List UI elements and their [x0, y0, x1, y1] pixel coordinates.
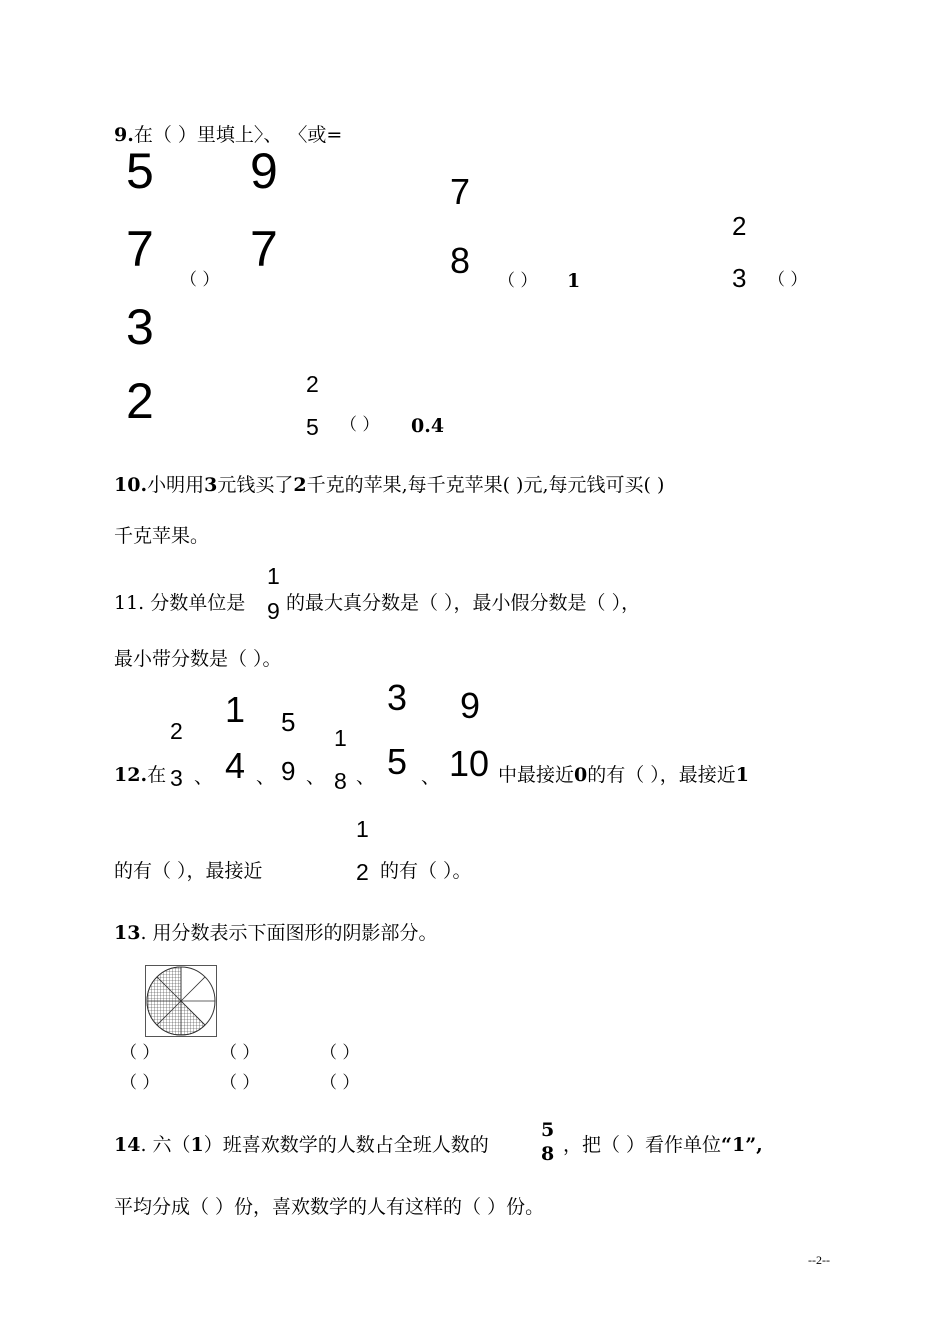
q12-frac4-den: 8	[334, 768, 347, 794]
q9-frac6-num: 2	[306, 371, 319, 397]
q12-frac5-den: 5	[387, 741, 408, 782]
q12-frac1-den: 3	[170, 765, 183, 791]
q12-sep4: 、	[356, 766, 376, 788]
q14-t3: ，把（ ）看作单位	[563, 1134, 722, 1156]
q10-num-2: 2	[293, 474, 307, 496]
q9-frac6-den: 5	[306, 414, 319, 440]
q12-half-den: 2	[356, 859, 369, 885]
q12-frac5-num: 3	[387, 677, 408, 718]
q9-frac1-den: 7	[126, 221, 154, 277]
q13-blank-r2-2[interactable]: （ ）	[220, 1073, 260, 1093]
q9-frac2-den: 7	[250, 221, 278, 277]
q12-prefix	[114, 766, 166, 785]
q13-blank-r1-2[interactable]: （ ）	[220, 1043, 260, 1063]
q14-frac-den: 8	[541, 1143, 555, 1165]
q12-frac6-den: 10	[449, 743, 490, 784]
q9-one: 1	[567, 270, 581, 292]
q9-frac3-num: 7	[450, 171, 471, 212]
q10-line2: 千克苹果。	[114, 525, 210, 547]
q9-blank2[interactable]: （ ）	[498, 271, 538, 291]
q9-frac5-num: 3	[126, 299, 154, 355]
q12-half-num: 1	[356, 816, 369, 842]
q9-blank3[interactable]: （ ）	[768, 270, 808, 290]
q11-frac-den: 9	[267, 598, 280, 624]
q14-line1a	[114, 1136, 489, 1155]
q12-frac3-num: 5	[281, 707, 296, 737]
q12-frac3-den: 9	[281, 756, 296, 786]
q13-blank-r1-1[interactable]: （ ）	[120, 1043, 160, 1063]
q11-prefix: 11. 分数单位是	[114, 592, 246, 614]
q13-blank-r2-3[interactable]: （ ）	[320, 1073, 360, 1093]
q12-line2b: 的有（ ）。	[380, 860, 472, 882]
q9-frac4-den: 3	[732, 263, 747, 293]
q12-sep5: 、	[421, 766, 441, 788]
q9-frac2-num: 9	[250, 143, 278, 199]
q12-zero: 0	[574, 764, 588, 786]
q12-one: 1	[735, 764, 750, 786]
q12-zai: 在	[147, 764, 167, 786]
q12-tail	[498, 766, 749, 785]
q10-number: 10.	[114, 474, 148, 496]
q12-line2a: 的有（ ），最接近	[114, 860, 263, 882]
shaded-circle-figure	[145, 965, 217, 1037]
q9-blank4[interactable]: （ ）	[340, 415, 380, 435]
q9-decimal: 0.4	[411, 415, 445, 437]
q13-blank-r1-3[interactable]: （ ）	[320, 1043, 360, 1063]
q10-line1	[114, 476, 664, 495]
q14-line2: 平均分成（ ）份，喜欢数学的人有这样的（ ）份。	[114, 1196, 545, 1218]
q9-text: 在（ ）里填上〉、 〈或=	[133, 124, 343, 146]
q10-num-3: 3	[204, 474, 218, 496]
q14-number: 14	[114, 1134, 141, 1156]
q14-frac-num: 5	[541, 1119, 555, 1141]
q13-header	[114, 924, 438, 943]
q11-frac-num: 1	[267, 563, 280, 589]
q12-frac1-num: 2	[170, 718, 183, 744]
q9-frac1-num: 5	[126, 143, 154, 199]
q13-blank-r2-1[interactable]: （ ）	[120, 1073, 160, 1093]
q12-number: 12.	[114, 764, 148, 786]
q12-tail2: 的有（ ），最接近	[587, 764, 736, 786]
q12-frac6-num: 9	[460, 685, 481, 726]
q12-tail1: 中最接近	[498, 764, 575, 786]
q9-number: 9.	[114, 124, 134, 146]
q12-frac4-num: 1	[334, 725, 347, 751]
q9-frac4-num: 2	[732, 211, 747, 241]
q14-unit: “1”,	[721, 1134, 763, 1156]
q14-class-one: 1	[190, 1134, 204, 1156]
pie-diagram	[145, 965, 217, 1037]
q11-line2: 最小带分数是（ ）。	[114, 648, 282, 670]
q12-frac2-den: 4	[225, 745, 246, 786]
page-number: --2--	[808, 1253, 830, 1267]
q12-sep1: 、	[194, 766, 214, 788]
q10-text-a: 小明用	[147, 474, 205, 496]
q14-line1b	[563, 1136, 763, 1155]
q10-text-c: 千克的苹果,每千克苹果( )元,每元钱可买( )	[306, 474, 665, 496]
q9-frac5-den: 2	[126, 373, 154, 429]
q12-sep2: 、	[256, 766, 276, 788]
q11-middle: 的最大真分数是（ ），最小假分数是（ ），	[286, 592, 641, 614]
q10-text-b: 元钱买了	[217, 474, 294, 496]
q13-number: 13	[114, 922, 141, 944]
q9-blank1[interactable]: （ ）	[180, 270, 220, 290]
q12-sep3: 、	[306, 766, 326, 788]
q13-text: . 用分数表示下面图形的阴影部分。	[140, 922, 438, 944]
q9-frac3-den: 8	[450, 240, 471, 281]
q14-t1: . 六（	[140, 1134, 191, 1156]
q14-t2: ）班喜欢数学的人数占全班人数的	[203, 1134, 489, 1156]
q12-frac2-num: 1	[225, 689, 246, 730]
